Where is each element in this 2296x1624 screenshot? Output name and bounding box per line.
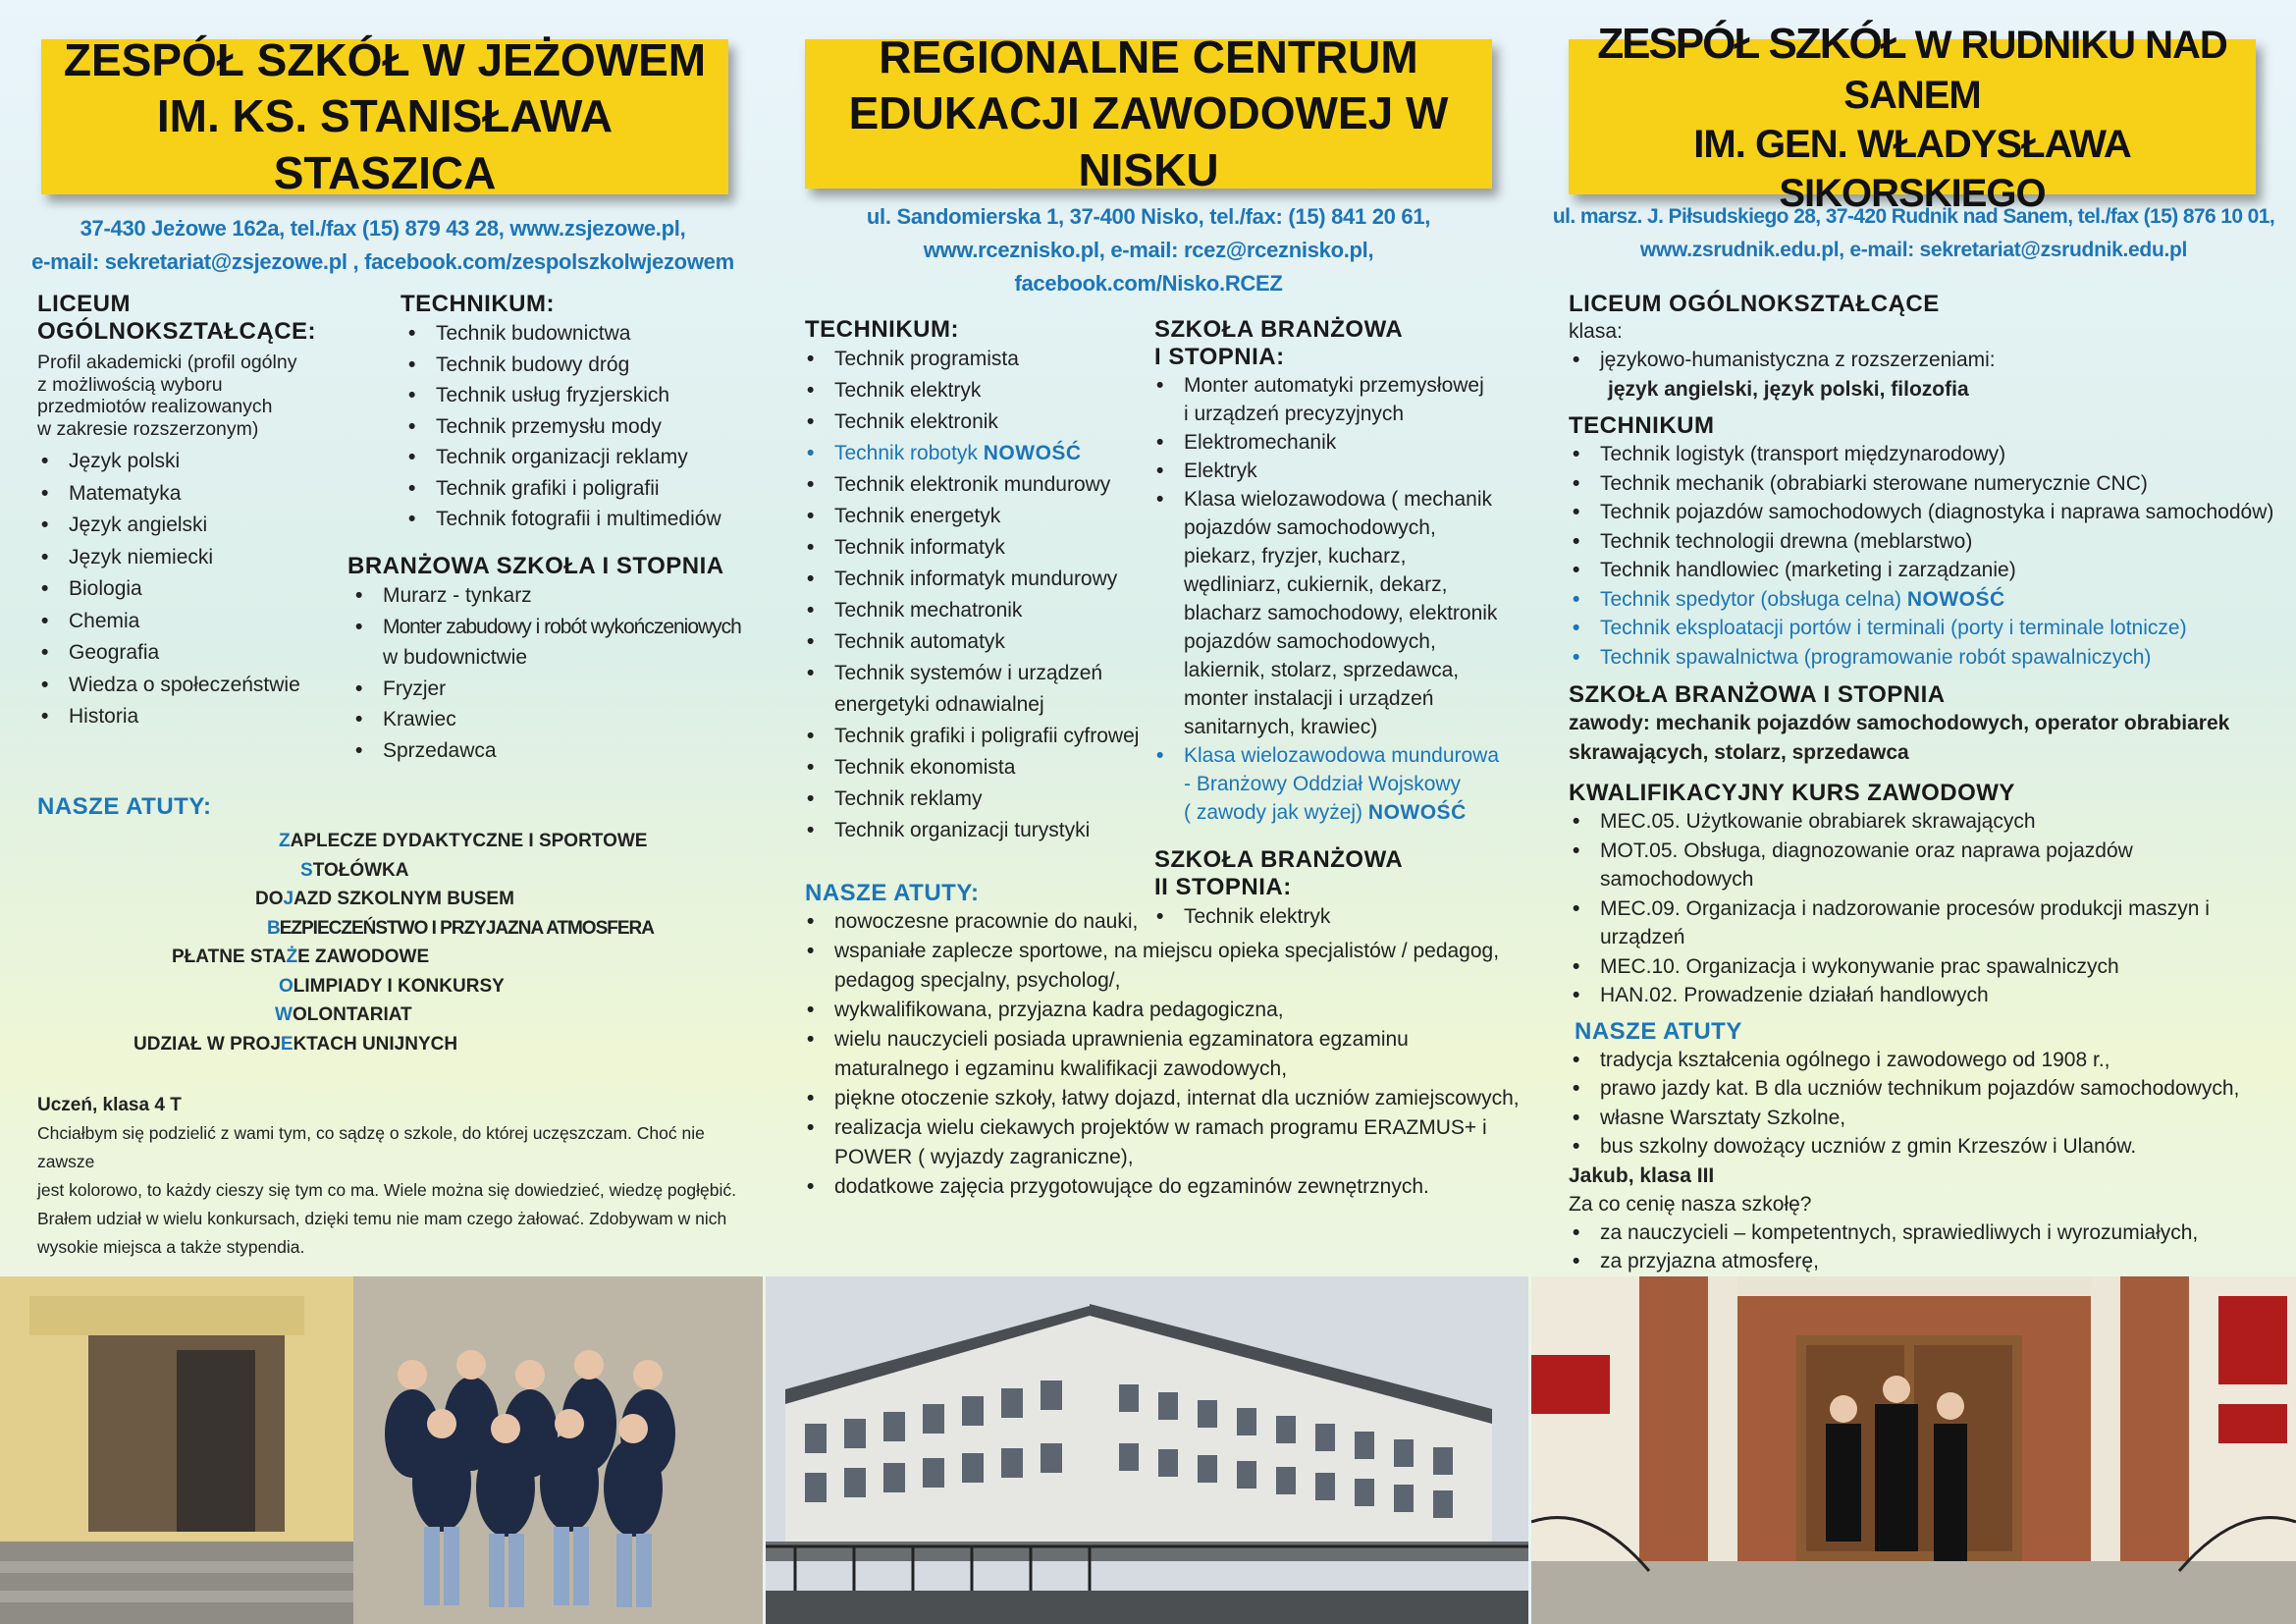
item-label-line: monter instalacji i urządzeń (1184, 687, 1434, 710)
atuty-letter: J (283, 889, 294, 909)
atuty-letter: B (267, 917, 280, 939)
kurs-list (1565, 807, 2285, 1010)
list-item: • Fryzjer (347, 674, 760, 705)
item-label-line: wędliniarz, cukiernik, dekarz, (1184, 573, 1448, 596)
contact-line: www.rceznisko.pl, e-mail: rcez@rceznisko.pl, (923, 238, 1374, 262)
contact-line: facebook.com/Nisko.RCEZ (1014, 271, 1283, 296)
list-item (799, 1025, 1525, 1084)
list-item: • Technik elektryk (1148, 901, 1531, 933)
list-item: • tradycja kształcenia ogólnego i zawodowego od 1908 r., (1565, 1046, 2285, 1075)
branzowa-1-list (1148, 371, 1531, 827)
item-label-line: • piękne otoczenie szkoły, łatwy dojazd, internat dla uczniów zamiejscowych, (834, 1087, 1520, 1110)
list-item: • MOT.05. Obsługa, diagnozowanie oraz naprawa pojazdów samochodowych (1565, 837, 2285, 894)
atuty-list (799, 907, 1525, 1202)
list-item (799, 1084, 1525, 1113)
list-item: • bus szkolny dowożący uczniów z gmin Krzeszów i Ulanów. (1565, 1132, 2285, 1162)
item-label-line: • dodatkowe zajęcia przygotowujące do egzaminów zewnętrznych. (834, 1175, 1429, 1198)
list-item: • Technik ekonomista (799, 752, 1178, 784)
list-item: • Matematyka (33, 478, 342, 511)
list-item: • prawo jazdy kat. B dla uczniów technikum pojazdów samochodowych, (1565, 1074, 2285, 1104)
list-item: • Technik grafiki i poligrafii cyfrowej (799, 721, 1178, 752)
section-heading: OGÓLNOKSZTAŁCĄCE: (37, 318, 317, 345)
list-item-continuation: w budownictwie (383, 646, 528, 669)
section-heading: SZKOŁA BRANŻOWA (1154, 846, 1404, 873)
item-label: ( zawody jak wyżej) (1184, 801, 1363, 824)
atuty-text: EZPIECZEŃSTWO I PRZYJAZNA ATMOSFERA (279, 917, 654, 939)
list-item: • Technik informatyk mundurowy (799, 564, 1178, 595)
atuty-list (1565, 1046, 2285, 1162)
group-of-students-photo (0, 1276, 763, 1624)
description-line: Profil akademicki (profil ogólny (37, 352, 297, 373)
contact-info (1531, 200, 2296, 267)
school-column-rudnik (1531, 0, 2296, 1272)
list-item (799, 907, 1525, 937)
title-line: EDUKACJI ZAWODOWEJ W NISKU (848, 87, 1449, 195)
contact-line: e-mail: sekretariat@zsjezowe.pl , facebook.com/zespolszkolwjezowem (31, 249, 734, 274)
technikum-list (400, 318, 754, 535)
technikum-section (805, 316, 1178, 846)
branzowa-section (347, 553, 760, 766)
list-item: • Technik elektronik mundurowy (799, 469, 1178, 501)
list-item: • Krawiec (347, 704, 760, 735)
item-label-line: maturalnego i egzaminu kwalifikacji zawodowych, (834, 1057, 1288, 1080)
atuty-line (0, 972, 766, 1001)
list-item: • Geografia (33, 637, 342, 670)
list-item: • Technik budowy dróg (400, 350, 754, 381)
section-heading: TECHNIKUM (1569, 412, 1715, 439)
list-item: • Technik handlowiec (marketing i zarządzanie) (1565, 556, 2285, 585)
atuty-text: AZD SZKOLNYM BUSEM (294, 889, 514, 909)
section-heading: SZKOŁA BRANŻOWA I STOPNIA (1569, 681, 1946, 708)
atuty-text: OLONTARIAT (292, 1004, 412, 1025)
item-label-line: POWER ( wyjazdy zagraniczne), (834, 1146, 1134, 1168)
list-item: • Wiedza o społeczeństwie (33, 670, 342, 702)
atuty-acrostic (0, 827, 766, 1058)
atuty-text: PŁATNE STA (172, 947, 287, 967)
list-item: • Sprzedawca (347, 735, 760, 767)
quote-author: Jakub, klasa III (1569, 1164, 1715, 1187)
entrance-illustration (1531, 1276, 2296, 1624)
section-heading: TECHNIKUM: (400, 291, 555, 317)
list-item (1565, 585, 2285, 615)
atuty-text: TOŁÓWKA (312, 859, 409, 881)
list-item: • Chemia (33, 606, 342, 638)
list-item: • Technik grafiki i poligrafii (400, 473, 754, 505)
list-item: • MEC.05. Użytkowanie obrabiarek skrawających (1565, 807, 2285, 837)
description-line: przedmiotów realizowanych (37, 396, 273, 417)
atuty-letter: O (279, 975, 294, 997)
branzowa-text: skrawających, stolarz, sprzedawca (1569, 741, 1909, 764)
contact-line: ul. marsz. J. Piłsudskiego 28, 37-420 Rudnik nad Sanem, tel./fax (15) 876 10 01, (1552, 205, 2275, 228)
title-banner (805, 30, 1492, 195)
atuty-letter: E (280, 1033, 294, 1055)
students-illustration (0, 1276, 763, 1624)
contact-line: www.zsrudnik.edu.pl, e-mail: sekretariat@zsrudnik.edu.pl (1639, 239, 2188, 261)
atuty-text: UDZIAŁ W PROJ (133, 1033, 281, 1055)
list-item: • Język polski (33, 446, 342, 478)
contact-line: ul. Sandomierska 1, 37-400 Nisko, tel./fax: (15) 841 20 61, (866, 204, 1431, 229)
quote-line: Chciałbym się podzielić z wami tym, co sądzę o szkole, do której uczęszczam. Choć nie zawsze (37, 1123, 705, 1171)
list-item: • Język angielski (33, 510, 342, 542)
technikum-section (400, 291, 754, 535)
list-item: • Biologia (33, 573, 342, 606)
contact-line: 37-430 Jeżowe 162a, tel./fax (15) 879 43 28, www.zsjezowe.pl, (80, 216, 686, 241)
item-label-line: blacharz samochodowy, elektronik (1184, 602, 1498, 624)
title-line (1569, 17, 2256, 120)
liceum-description (37, 352, 342, 440)
item-label: Technik robotyk (834, 442, 978, 464)
list-item: • za przyjazna atmosferę, (1565, 1247, 2285, 1275)
title-line: ZESPÓŁ SZKÓŁ W JEŻOWEM (63, 33, 707, 85)
atuty-line (0, 827, 766, 856)
list-item: • HAN.02. Prowadzenie działań handlowych (1565, 981, 2285, 1010)
subjects-list (33, 446, 342, 733)
item-label-line: • Klasa wielozawodowa ( mechanik (1184, 488, 1492, 511)
branzowa-list (347, 580, 760, 766)
list-item: • Technik programista (799, 344, 1178, 375)
building-illustration (766, 1276, 1528, 1624)
list-item: • Murarz - tynkarz (347, 580, 760, 612)
item-label: • Klasa wielozawodowa mundurowa (1184, 744, 1500, 767)
list-item (1148, 485, 1531, 741)
student-quote (37, 1092, 754, 1262)
quote-line: Brałem udział w wielu konkursach, dzięki temu nie mam czego żałować. Zdobywam w nich (37, 1209, 727, 1228)
list-item: • Technik reklamy (799, 784, 1178, 815)
new-badge: NOWOŚĆ (983, 442, 1082, 464)
title-part: W RUDNIKU NAD SANEM (1843, 23, 2227, 117)
item-label-line: pojazdów samochodowych, (1184, 516, 1436, 539)
atuty-text: APLECZE DYDAKTYCZNE I SPORTOWE (290, 831, 648, 851)
section-heading: II STOPNIA: (1154, 874, 1292, 900)
list-item: • Technik informatyk (799, 532, 1178, 564)
atuty-heading: NASZE ATUTY (1575, 1017, 1742, 1045)
list-item: • Technik mechanik (obrabiarki sterowane numerycznie CNC) (1565, 469, 2285, 499)
item-label-line: • wykwalifikowana, przyjazna kadra pedagogiczna, (834, 999, 1284, 1021)
klasa-extensions: język angielski, język polski, filozofia (1608, 378, 1969, 401)
list-item (799, 937, 1525, 996)
item-label: - Branżowy Oddział Wojskowy (1184, 773, 1462, 795)
atuty-line (0, 943, 766, 972)
list-item: • Technik usług fryzjerskich (400, 380, 754, 411)
quote-line: jest kolorowo, to każdy cieszy się tym co ma. Wiele można się dowiedzieć, wiedzę pogłębić. (37, 1180, 736, 1200)
list-item (1148, 371, 1531, 428)
branzowa-1-section (1154, 316, 1531, 827)
atuty-letter: Ż (286, 947, 298, 967)
section-heading: I STOPNIA: (1154, 344, 1285, 370)
list-item: • MEC.10. Organizacja i wykonywanie prac spawalniczych (1565, 952, 2285, 982)
atuty-heading: NASZE ATUTY: (37, 793, 212, 820)
list-item: • Historia (33, 701, 342, 733)
title-part: ZESPÓŁ SZKÓŁ (1597, 19, 1905, 68)
list-item: • Monter zabudowy i robót wykończeniowych (347, 612, 760, 643)
item-label: i urządzeń precyzyjnych (1184, 403, 1405, 425)
item-label-line: • wspaniałe zaplecze sportowe, na miejscu opieka specjalistów / pedagog, (834, 940, 1500, 962)
list-item (1148, 741, 1531, 827)
contact-info (785, 200, 1512, 300)
atuty-letter: Z (279, 831, 291, 851)
section-heading: TECHNIKUM: (805, 316, 959, 343)
section-heading: BRANŻOWA SZKOŁA I STOPNIA (347, 553, 724, 579)
list-item: • MEC.09. Organizacja i nadzorowanie procesów produkcji maszyn i urządzeń (1565, 894, 2285, 952)
list-item: • Technik budownictwa (400, 318, 754, 350)
quote-line: wysokie miejsca a także stypendia. (37, 1237, 305, 1257)
new-badge: NOWOŚĆ (1906, 587, 2005, 611)
list-item: • własne Warsztaty Szkolne, (1565, 1104, 2285, 1133)
section-heading: LICEUM OGÓLNOKSZTAŁCĄCE (1569, 291, 1940, 317)
item-label-line: piekarz, fryzjer, kucharz, (1184, 545, 1407, 568)
item-label-line: lakiernik, stolarz, sprzedawca, (1184, 659, 1460, 681)
list-item (799, 1172, 1525, 1202)
school-building-photo (766, 1276, 1528, 1624)
new-badge: NOWOŚĆ (1367, 801, 1467, 824)
list-item (799, 996, 1525, 1025)
list-item: • Technik eksploatacji portów i terminali (porty i terminale lotnicze) (1565, 614, 2285, 643)
list-item: • Technik logistyk (transport międzynarodowy) (1565, 440, 2285, 469)
title-line: IM. GEN. WŁADYSŁAWA SIKORSKIEGO (1693, 122, 2131, 215)
atuty-text: E ZAWODOWE (297, 947, 430, 967)
atuty-text: DO (255, 889, 284, 909)
quote-question: Za co cenię nasza szkołę? (1569, 1192, 1812, 1216)
item-label-line: • nowoczesne pracownie do nauki, (834, 910, 1139, 933)
list-item: • Technik przemysłu mody (400, 411, 754, 443)
list-item: • za nauczycieli – kompetentnych, sprawiedliwych i wyrozumiałych, (1565, 1218, 2285, 1247)
description-line: z możliwością wyboru (37, 373, 223, 396)
section-heading: LICEUM (37, 291, 131, 317)
list-item: • Technik elektronik (799, 406, 1178, 438)
klasa-label: klasa: (1569, 320, 1623, 343)
rudnik-content (1569, 291, 2285, 1304)
atuty-text: KTACH UNIJNYCH (293, 1033, 458, 1055)
atuty-line (0, 1030, 766, 1059)
school-column-nisko (766, 0, 1531, 1267)
item-label (1184, 485, 1531, 741)
school-entrance-photo (1531, 1276, 2296, 1624)
list-item: • Technik elektryk (799, 375, 1178, 406)
atuty-line (0, 914, 766, 944)
list-item: • językowo-humanistyczna z rozszerzeniami: (1565, 346, 2285, 375)
atuty-letter: W (275, 1004, 293, 1025)
school-column-jezowe (0, 0, 766, 1267)
quote-author: Uczeń, klasa 4 T (37, 1095, 182, 1115)
list-item: • Technik spawalnictwa (programowanie robót spawalniczych) (1565, 643, 2285, 673)
klasa-list (1565, 346, 2285, 375)
list-item: • Technik mechatronik (799, 595, 1178, 626)
section-heading: KWALIFIKACYJNY KURS ZAWODOWY (1569, 780, 2015, 806)
list-item: • Technik pojazdów samochodowych (diagnostyka i naprawa samochodów) (1565, 498, 2285, 527)
item-label: Technik spedytor (obsługa celna) (1600, 587, 1902, 611)
list-item: • Technik energetyk (799, 501, 1178, 532)
list-item: • Technik technologii drewna (meblarstwo) (1565, 527, 2285, 557)
list-item: • Technik fotografii i multimediów (400, 504, 754, 535)
title-banner (1569, 19, 2256, 215)
atuty-line (0, 1001, 766, 1030)
item-label-line: pojazdów samochodowych, (1184, 630, 1436, 653)
item-label-line: • realizacja wielu ciekawych projektów w ramach programu ERAZMUS+ i (834, 1116, 1487, 1139)
item-label: energetyki odnawialnej (834, 693, 1044, 716)
description-line: w zakresie rozszerzonym) (37, 417, 259, 440)
list-item: • Technik organizacji reklamy (400, 442, 754, 473)
section-heading: SZKOŁA BRANŻOWA (1154, 316, 1404, 343)
item-label-line: sanitarnych, krawiec) (1184, 716, 1378, 738)
branzowa-text: zawody: mechanik pojazdów samochodowych, operator obrabiarek (1569, 712, 2230, 734)
atuty-heading: NASZE ATUTY: (805, 880, 980, 906)
list-item: • Elektryk (1148, 457, 1531, 485)
atuty-line (0, 885, 766, 914)
technikum-list (1565, 440, 2285, 672)
list-item (799, 1113, 1525, 1172)
quote-text (37, 1119, 754, 1262)
liceum-section (37, 291, 342, 733)
title-line: REGIONALNE CENTRUM (879, 30, 1418, 82)
list-item: • Elektromechanik (1148, 428, 1531, 457)
atuty-text: LIMPIADY I KONKURSY (293, 975, 505, 997)
list-item (799, 438, 1178, 469)
list-item: • Technik organizacji turystyki (799, 815, 1178, 846)
contact-info (20, 212, 746, 279)
item-label: • Monter automatyki przemysłowej (1184, 374, 1484, 397)
item-label: • Technik systemów i urządzeń (834, 662, 1103, 684)
atuty-letter: S (300, 859, 313, 881)
list-item: • Język niemiecki (33, 542, 342, 574)
list-item: • Technik automatyk (799, 626, 1178, 658)
technikum-list (799, 344, 1178, 846)
title-line: IM. KS. STANISŁAWA STASZICA (156, 90, 614, 198)
item-label-line: • wielu nauczycieli posiada uprawnienia egzaminatora egzaminu (834, 1028, 1409, 1051)
item-label-line: pedagog specjalny, psycholog/, (834, 969, 1121, 992)
list-item (799, 658, 1178, 721)
title-banner (41, 33, 728, 198)
atuty-line (0, 856, 766, 886)
